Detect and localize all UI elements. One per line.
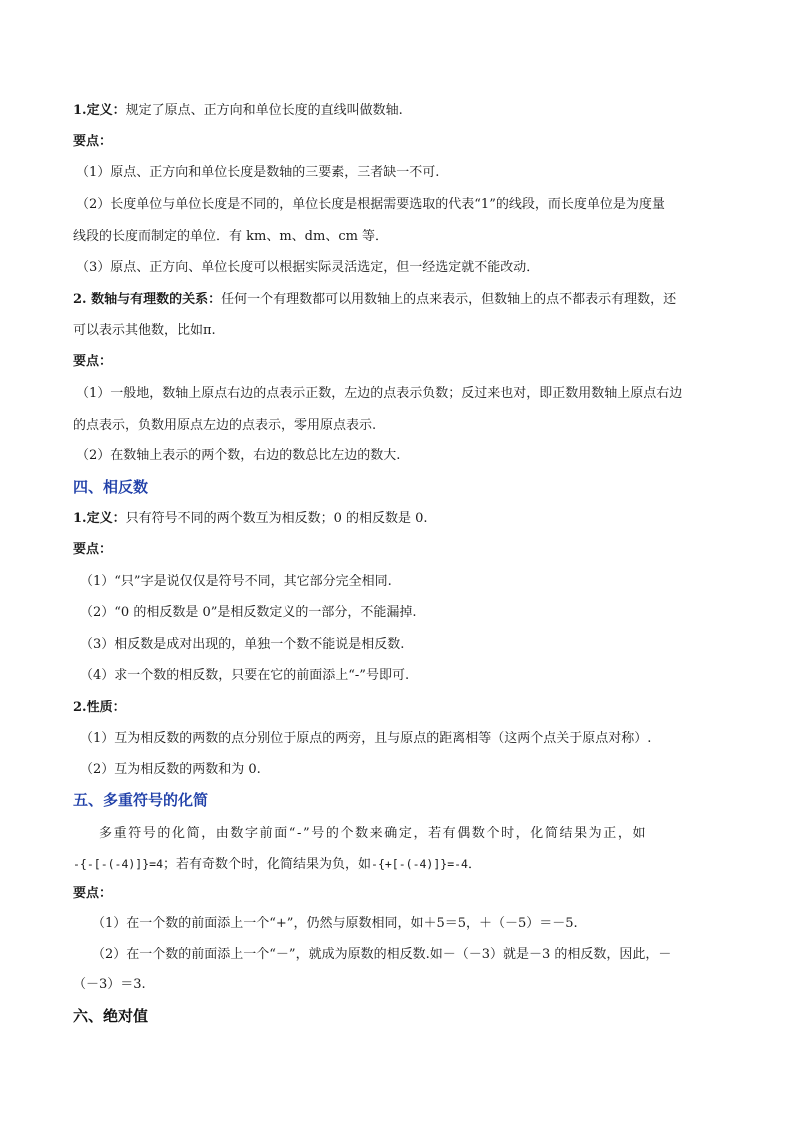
point-2-line-a: （2）长度单位与单位长度是不同的，单位长度是根据需要选取的代表“1”的线段，而长度单位是为度量: [76, 197, 665, 212]
signs-paragraph-a: 多重符号的化简，由数字前面“-”号的个数来确定，若有偶数个时，化简结果为正，如: [99, 826, 648, 841]
example-expression-even: -{-[-(-4)]}=4: [73, 857, 164, 871]
relation-text-a: 任何一个有理数都可以用数轴上的点来表示，但数轴上的点不都表示有理数，还: [221, 292, 677, 307]
opposites-point-3: （3）相反数是成对出现的，单独一个数不能说是相反数.: [80, 637, 405, 652]
section-heading-opposites: 四、相反数: [73, 478, 149, 496]
key-points-label-4: 要点：: [73, 886, 113, 901]
key-points-label-2: 要点：: [73, 354, 113, 369]
number-line-definition: [73, 103, 733, 119]
opposites-definition: [73, 511, 733, 527]
signs-point-1: （1）在一个数的前面添上一个“+”，仍然与原数相同，如＋5＝5，＋（－5）＝－5.: [92, 916, 578, 931]
relation-label: 2. 数轴与有理数的关系：: [73, 292, 222, 307]
relation-line-b: 可以表示其他数，比如π.: [73, 323, 216, 338]
signs-paragraph-b: [73, 856, 733, 873]
relation-point-1-b: 的点表示，负数用原点左边的点表示，零用原点表示.: [73, 418, 377, 433]
section-heading-multiple-signs: 五、多重符号的化简: [73, 791, 209, 809]
definition-text: 只有符号不同的两个数互为相反数；0 的相反数是 0.: [125, 511, 428, 526]
opposites-point-2: （2）“0 的相反数是 0”是相反数定义的一部分，不能漏掉.: [80, 605, 417, 620]
signs-paragraph-end: ．: [467, 857, 481, 872]
property-2: （2）互为相反数的两数和为 0.: [80, 762, 261, 777]
opposites-point-1: （1）“只”字是说仅仅是符号不同，其它部分完全相同.: [80, 574, 392, 589]
key-points-label: 要点：: [73, 134, 113, 149]
definition-text: 规定了原点、正方向和单位长度的直线叫做数轴.: [125, 103, 403, 118]
definition-label: 1.定义：: [73, 511, 126, 526]
property-label: 2.性质：: [73, 700, 126, 715]
point-2-line-b: 线段的长度而制定的单位．有 km、m、dm、cm 等．: [73, 229, 389, 244]
relation-point-1-a: （1）一般地，数轴上原点右边的点表示正数，左边的点表示负数；反过来也对，即正数用数轴上原点右边: [76, 386, 683, 401]
section-heading-absolute-value: 六、绝对值: [73, 1007, 149, 1025]
relation-line-a: [73, 292, 733, 308]
signs-point-2-b: （－3）＝3.: [73, 977, 146, 992]
signs-paragraph-mid: ；若有奇数个时，化简结果为负，如: [163, 857, 372, 872]
signs-point-2-a: （2）在一个数的前面添上一个“－”，就成为原数的相反数.如－（－3）就是－3 的相反数，因此，－: [92, 947, 672, 962]
point-1: （1）原点、正方向和单位长度是数轴的三要素，三者缺一不可.: [76, 165, 440, 180]
property-1: （1）互为相反数的两数的点分别位于原点的两旁，且与原点的距离相等（这两个点关于原点对称）.: [80, 731, 652, 746]
point-3: （3）原点、正方向、单位长度可以根据实际灵活选定，但一经选定就不能改动．: [76, 260, 540, 275]
opposites-point-4: （4）求一个数的相反数，只要在它的前面添上“-”号即可.: [80, 668, 410, 683]
example-expression-odd: -{+[-(-4)]}=-4: [371, 857, 468, 871]
definition-label: 1.定义：: [73, 103, 126, 118]
key-points-label-3: 要点：: [73, 542, 113, 557]
relation-point-2: （2）在数轴上表示的两个数，右边的数总比左边的数大.: [76, 448, 401, 463]
